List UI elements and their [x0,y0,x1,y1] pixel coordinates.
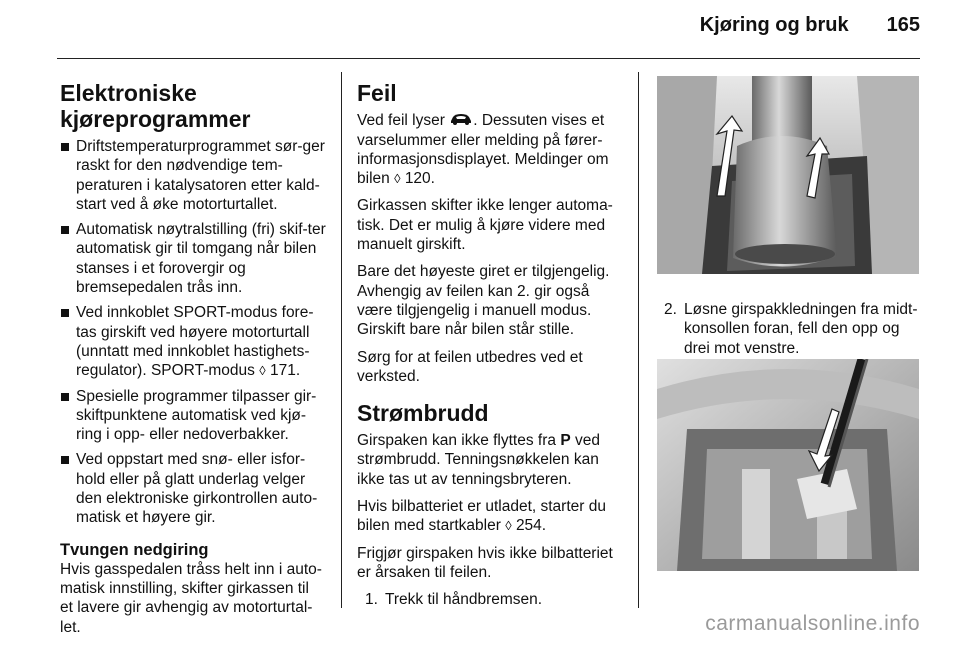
column-divider-1 [341,72,342,608]
paragraph: Bare det høyeste giret er tilgjengelig. Avhengig av feilen kan 2. gir også være tilgjengelig i manuell modus. Girskift bare når bilen står stille. [357,263,610,339]
reference-symbol: ◊ [505,518,512,534]
column-1 [60,80,326,645]
release-cable-photo [657,359,919,571]
page-header [700,14,920,37]
section-heading-fault: Feil [357,80,397,106]
gear-lever-photo [657,76,919,274]
column-2 [357,80,627,609]
column-divider-2 [638,72,639,608]
header-title: Kjøring og bruk [699,14,849,36]
paragraph: Girspaken kan ikke flyttes fra P ved strømbrudd. Tenningsnøkkelen kan ikke tas ut av tenningsbryteren. [357,432,600,488]
section-heading-electronic-programs: Elektroniske kjøreprogrammer [60,80,251,132]
bullet-list [60,137,326,528]
header-rule [57,58,920,59]
car-warning-icon [449,111,473,130]
section-heading-power-failure: Strømbrudd [357,400,489,427]
column-3 [656,300,921,358]
paragraph: Frigjør girspaken hvis ikke bilbatteriet er årsaken til feilen. [357,544,613,581]
watermark: carmanualsonline.info [705,612,920,635]
paragraph: Ved feil lyser . Dessuten vises et varselummer eller melding på fører-informasjonsdisplayet. Meldinger om bilen ◊ 120. [357,112,609,188]
bullet-item: Driftstemperaturprogrammet sør-ger raskt for den nødvendige tem-peraturen i katalysatoren etter kald-start ved å øke motorturtallet. [60,137,326,214]
paragraph: Hvis bilbatteriet er utladet, starter du bilen med startkabler ◊ 254. [357,498,606,535]
steps-list [656,300,921,358]
page-reference[interactable]: 120. [404,170,435,188]
bullet-item: Automatisk nøytralstilling (fri) skif-ter automatisk gir til tomgang når bilen stanses i et forovergir og bremsepedalen trås inn. [60,220,326,297]
reference-symbol: ◊ [259,363,266,379]
paragraph: Girkassen skifter ikke lenger automa-tisk. Det er mulig å kjøre videre med manuelt girskift. [357,197,613,254]
reference-symbol: ◊ [394,171,401,187]
subheading-forced-downshift: Tvungen nedgiring [60,540,209,559]
page-reference[interactable]: 171. [269,362,301,380]
bullet-item: Spesielle programmer tilpasser gir-skiftpunktene automatisk ved kjø-ring i opp- eller nedoverbakker. [60,387,326,445]
bullet-item: Ved oppstart med snø- eller isfor-hold eller på glatt underlag velger den elektroniske girkontrollen auto-matisk et høyere gir. [60,450,326,527]
page-number: 165 [886,14,920,36]
paragraph: Hvis gasspedalen tråss helt inn i auto-matisk innstilling, skifter girkassen til et lavere gir avhengig av motorturtal-let. [60,560,322,636]
bullet-item: Ved innkoblet SPORT-modus fore-tas girskift ved høyere motorturtall (unntatt med innkoblet hastighets-regulator). SPORT-modus ◊ 171. [60,303,326,380]
page-reference[interactable]: 254. [515,517,547,535]
step-item: 1. Trekk til håndbremsen. [365,591,543,609]
step-item: 2. Løsne girspakkledningen fra midt-konsollen foran, fell den opp og drei mot venstre. [664,301,918,357]
steps-list [357,590,627,609]
paragraph: Sørg for at feilen utbedres ved et verksted. [357,348,583,385]
gear-position-p: P [560,432,571,450]
